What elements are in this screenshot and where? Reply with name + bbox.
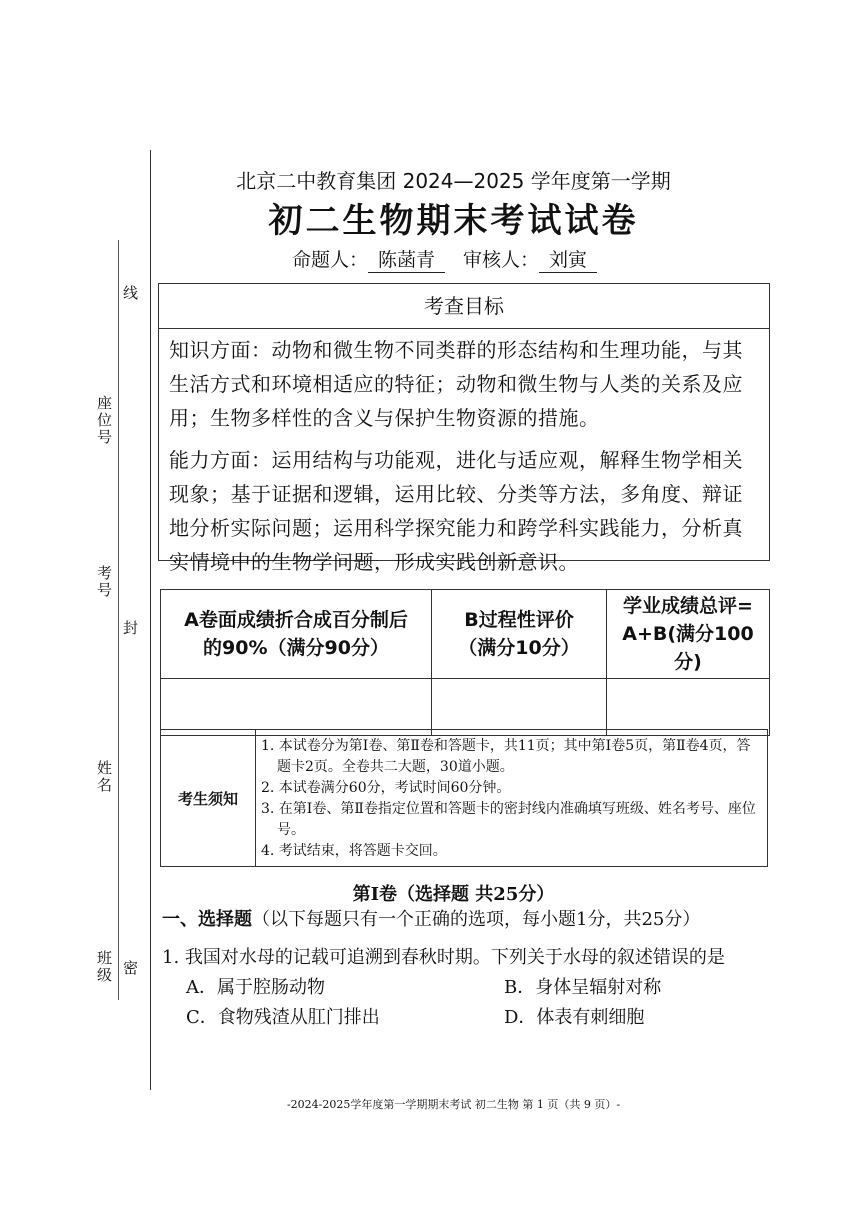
notice-list (261, 736, 761, 862)
section-heading (162, 905, 700, 931)
margin-exam-no-label: 考号 (95, 565, 113, 599)
score-col-b-line1: B过程性评价 (464, 609, 574, 631)
page-footer: -2024-2025学年度第一学期期末考试 初二生物 第 1 页（共 9 页）- (286, 1098, 621, 1111)
reviewer-name: 刘寅 (539, 245, 597, 273)
score-a-cell[interactable] (161, 679, 432, 736)
margin-seal-char: 封 (121, 620, 139, 637)
margin-class-label: 班级 (95, 950, 113, 984)
score-b-cell[interactable] (432, 679, 607, 736)
score-col-a (161, 590, 432, 679)
exam-goals-box (158, 283, 770, 574)
score-col-c-line2: A+B(满分100分) (622, 623, 754, 673)
candidate-notice-box (160, 729, 768, 867)
score-col-a-line2: 的90%（满分90分） (203, 637, 389, 659)
authors-line (0, 245, 867, 273)
notice-item: 3. 在第Ⅰ卷、第Ⅱ卷指定位置和答题卡的密封线内准确填写班级、姓名考号、座位号。 (261, 801, 756, 838)
margin-name-label: 姓名 (95, 760, 113, 794)
section-title: 第Ⅰ卷（选择题 共25分） (352, 884, 555, 905)
question-1-option-b[interactable]: B．身体呈辐射对称 (504, 977, 662, 998)
question-1-option-d[interactable]: D．体表有刺细胞 (504, 1007, 645, 1028)
notice-item: 1. 本试卷分为第Ⅰ卷、第Ⅱ卷和答题卡，共11页；其中第Ⅰ卷5页，第Ⅱ卷4页，答题卡2页。全卷共二大题，30道小题。 (261, 738, 751, 775)
binding-line (150, 150, 151, 1090)
score-col-a-line1: A卷面成绩折合成百分制后 (184, 609, 408, 631)
goals-knowledge: 知识方面：动物和微生物不同类群的形态结构和生理功能，与其生活方式和环境相适应的特征；动物和微生物与人类的关系及应用；生物多样性的含义与保护生物资源的措施。 (169, 338, 743, 430)
notice-label: 考生须知 (161, 730, 256, 866)
score-table-entry-row (161, 679, 770, 736)
margin-secret-char: 密 (121, 960, 139, 977)
score-col-b (432, 590, 607, 679)
score-col-c-line1: 学业成绩总评= (623, 595, 753, 617)
question-1-option-c[interactable]: C．食物残渣从肛门排出 (186, 1007, 380, 1028)
margin-seat-label: 座位号 (95, 395, 113, 446)
exam-title: 初二生物期末考试试卷 (268, 201, 639, 241)
reviewer-label: 审核人： (463, 249, 540, 271)
score-table-header (161, 590, 770, 679)
score-table (160, 589, 770, 736)
notice-item: 2. 本试卷满分60分，考试时间60分钟。 (261, 780, 511, 796)
question-1-option-a[interactable]: A．属于腔肠动物 (186, 977, 325, 998)
score-col-b-line2: （满分10分） (458, 637, 580, 659)
author-label: 命题人： (291, 249, 368, 271)
section-heading-rest: （以下每题只有一个正确的选项，每小题1分，共25分） (252, 909, 701, 930)
score-col-c (607, 590, 770, 679)
margin-line-char: 线 (121, 285, 139, 302)
notice-item: 4. 考试结束，将答题卡交回。 (261, 843, 447, 859)
score-total-cell[interactable] (607, 679, 770, 736)
section-heading-bold: 一、选择题 (162, 909, 252, 930)
school-term-line: 北京二中教育集团 2024—2025 学年度第一学期 (236, 169, 671, 193)
author-name: 陈菡青 (368, 245, 445, 273)
goals-title: 考查目标 (159, 284, 769, 329)
goals-ability: 能力方面：运用结构与功能观，进化与适应观，解释生物学相关现象；基于证据和逻辑，运用比较、分类等方法，多角度、辩证地分析实际问题；运用科学探究能力和跨学科实践能力，分析真实情境中的生物学问题，形成实践创新意识。 (169, 448, 743, 574)
question-1-stem: 1. 我国对水母的记载可追溯到春秋时期。下列关于水母的叙述错误的是 (162, 947, 725, 968)
